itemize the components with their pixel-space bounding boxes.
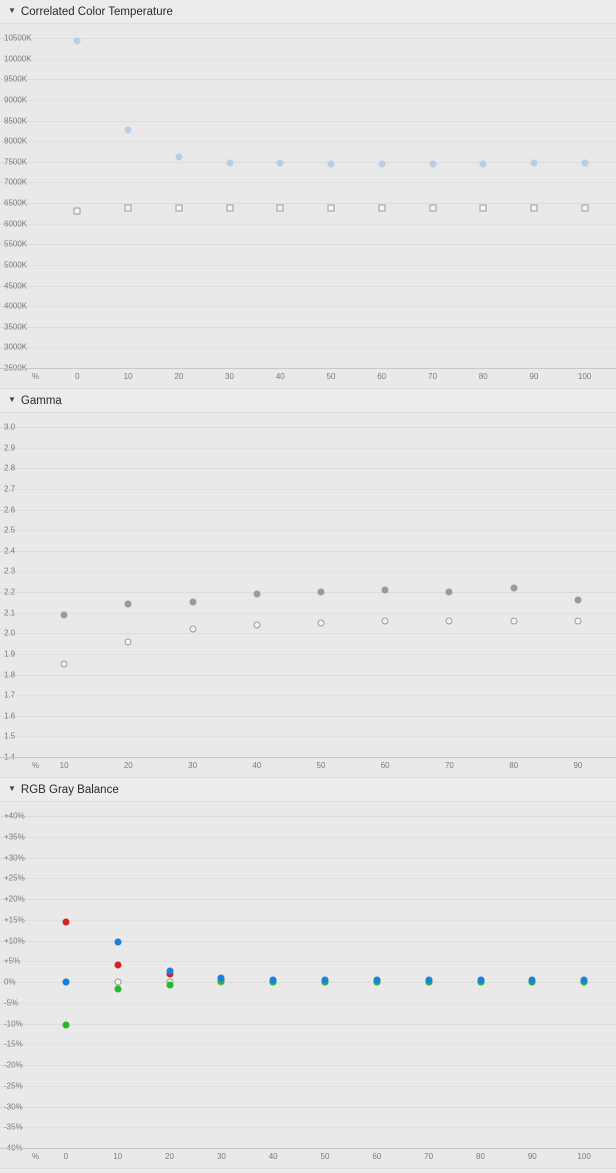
x-axis-tick-label: 90 [527, 1152, 537, 1161]
bottom-filler [0, 1169, 616, 1173]
chart-rgb-gray-balance [0, 801, 616, 1169]
data-point [270, 976, 277, 983]
data-point [125, 127, 132, 134]
x-axis-tick-label: 40 [252, 761, 262, 770]
data-point [166, 968, 173, 975]
data-point [574, 617, 581, 624]
y-axis-tick-label: 8000K [4, 136, 28, 146]
x-axis-tick-label: 20 [174, 372, 184, 381]
data-point [378, 205, 385, 212]
x-axis-tick-label: 30 [225, 372, 234, 381]
y-axis-tick-label: +35% [4, 832, 25, 842]
data-point [530, 160, 537, 167]
gridline [0, 182, 616, 183]
panel-title-cct: Correlated Color Temperature [20, 6, 173, 18]
gridline [0, 816, 616, 817]
data-point [429, 160, 436, 167]
data-point [328, 205, 335, 212]
panel-rgb-gray-balance [0, 778, 616, 1169]
gridline [0, 448, 616, 449]
data-point [226, 160, 233, 167]
y-axis-tick-label: 2.4 [4, 546, 16, 556]
data-point [61, 611, 68, 618]
x-axis-tick-label: 0 [75, 372, 80, 381]
gridline [0, 1024, 616, 1025]
y-axis-tick-label: -40% [4, 1143, 23, 1153]
data-point [61, 661, 68, 668]
panel-header-rgb[interactable] [0, 778, 616, 801]
y-axis-tick-label: 3000K [4, 342, 28, 352]
gridline [0, 100, 616, 101]
gridline [0, 899, 616, 900]
x-axis-tick-label: 20 [165, 1152, 174, 1161]
panel-title-rgb: RGB Gray Balance [20, 784, 119, 796]
data-point [226, 205, 233, 212]
y-axis-tick-label: -25% [4, 1081, 23, 1091]
gridline [0, 203, 616, 204]
y-axis-tick-label: 9500K [4, 74, 28, 84]
data-point [125, 601, 132, 608]
y-axis-tick-label: +15% [4, 915, 25, 925]
x-axis-tick-label: 40 [268, 1152, 278, 1161]
x-axis-tick-label: 70 [444, 761, 454, 770]
y-axis-tick-label: 2.1 [4, 608, 16, 618]
gridline [0, 427, 616, 428]
data-point [581, 977, 588, 984]
x-axis-tick-label: 10 [113, 1152, 123, 1161]
gridline [0, 920, 616, 921]
x-axis-line [0, 368, 616, 369]
y-axis-tick-label: 5000K [4, 260, 28, 270]
gridline [0, 633, 616, 634]
data-point [425, 977, 432, 984]
gridline [0, 530, 616, 531]
data-point [253, 591, 260, 598]
x-axis-tick-label: 10 [59, 761, 69, 770]
data-point [382, 586, 389, 593]
x-axis-tick-label: 0 [63, 1152, 69, 1161]
data-point [429, 205, 436, 212]
y-axis-tick-label: -15% [4, 1039, 23, 1049]
y-axis-tick-label: 5500K [4, 239, 28, 249]
y-axis-tick-label: 10500K [4, 33, 32, 43]
data-point [480, 205, 487, 212]
gridline [0, 141, 616, 142]
y-axis-tick-label: 6000K [4, 219, 28, 229]
chart-gamma [0, 412, 616, 778]
data-point [510, 617, 517, 624]
y-axis-tick-label: +40% [4, 811, 25, 821]
gridline [0, 1044, 616, 1045]
data-point [175, 153, 182, 160]
x-axis-tick-label: 40 [275, 372, 285, 381]
y-axis-tick-label: 4000K [4, 301, 28, 311]
panel-header-gamma[interactable] [0, 389, 616, 412]
gridline [0, 265, 616, 266]
data-point [74, 208, 81, 215]
data-point [574, 597, 581, 604]
y-axis-tick-label: +10% [4, 936, 25, 945]
data-point [318, 619, 325, 626]
y-axis-tick-label: 10000K [4, 54, 32, 64]
gridline [0, 613, 616, 614]
y-axis-tick-label: -5% [4, 998, 19, 1008]
x-axis-tick-label: 90 [529, 372, 539, 381]
y-axis-tick-label: 2.5 [4, 525, 16, 535]
data-point [114, 961, 121, 968]
data-point [373, 977, 380, 984]
data-point [581, 160, 588, 167]
data-point [218, 975, 225, 982]
y-axis-tick-label: -20% [4, 1060, 23, 1070]
gridline [0, 1065, 616, 1066]
data-point [446, 617, 453, 624]
x-axis-tick-label: 80 [509, 761, 519, 770]
data-point [189, 599, 196, 606]
y-axis-tick-label: +30% [4, 853, 25, 862]
gridline [0, 162, 616, 163]
y-axis-tick-label: +25% [4, 873, 25, 883]
chart-cct [0, 23, 616, 389]
data-point [382, 617, 389, 624]
data-point [318, 589, 325, 596]
x-axis-tick-label: 90 [573, 761, 583, 770]
gridline [0, 736, 616, 737]
y-axis-tick-label: 7500K [4, 157, 28, 167]
gridline [0, 695, 616, 696]
y-axis-tick-label: 3500K [4, 322, 28, 332]
data-point [446, 589, 453, 596]
x-axis-tick-label: 100 [577, 1152, 591, 1161]
gridline [0, 59, 616, 60]
y-axis-tick-label: 1.9 [4, 649, 16, 659]
x-axis-unit-label: % [32, 761, 40, 770]
gridline [0, 716, 616, 717]
y-axis-tick-label: +5% [4, 956, 21, 966]
gridline [0, 1107, 616, 1108]
x-axis-tick-label: 50 [320, 1152, 330, 1161]
y-axis-tick-label: 2.7 [4, 484, 16, 494]
x-axis-line [0, 1148, 616, 1149]
y-axis-tick-label: 2.6 [4, 505, 16, 514]
y-axis-tick-label: 2500K [4, 363, 28, 373]
data-point [125, 638, 132, 645]
gridline [0, 489, 616, 490]
panel-gamma [0, 389, 616, 778]
y-axis-tick-label: -10% [4, 1019, 23, 1028]
data-point [477, 977, 484, 984]
x-axis-tick-label: 60 [377, 372, 387, 381]
x-axis-tick-label: 20 [123, 761, 133, 770]
x-axis-tick-label: 60 [380, 761, 390, 770]
data-point [253, 622, 260, 629]
x-axis-tick-label: 50 [316, 761, 326, 770]
data-point [581, 205, 588, 212]
gridline [0, 592, 616, 593]
y-axis-tick-label: 4500K [4, 281, 28, 290]
y-axis-tick-label: 1.4 [4, 752, 16, 762]
x-axis-tick-label: 100 [577, 372, 592, 381]
triangle-down-icon[interactable]: ▼ [8, 395, 16, 404]
data-point [74, 37, 81, 44]
y-axis-tick-label: 1.6 [4, 711, 16, 721]
y-axis-tick-label: -30% [4, 1102, 23, 1111]
y-axis-tick-label: 3.0 [4, 422, 16, 432]
gridline [0, 327, 616, 328]
gridline [0, 244, 616, 245]
data-point [510, 584, 517, 591]
y-axis-tick-label: 9000K [4, 95, 28, 105]
y-axis-tick-label: 2.8 [4, 463, 16, 473]
y-axis-tick-label: +20% [4, 894, 25, 904]
chart-gamma-plot [0, 413, 616, 777]
y-axis-tick-label: -35% [4, 1122, 23, 1132]
chart-rgb-plot [0, 802, 616, 1168]
data-point [322, 977, 329, 984]
data-point [62, 1022, 69, 1029]
x-axis-tick-label: 30 [188, 761, 198, 770]
y-axis-tick-label: 6500K [4, 198, 28, 208]
gridline [0, 347, 616, 348]
data-point [125, 205, 132, 212]
x-axis-tick-label: 70 [424, 1152, 434, 1161]
gridline [0, 306, 616, 307]
gridline [0, 1086, 616, 1087]
x-axis-tick-label: 30 [216, 1152, 226, 1161]
data-point [114, 938, 121, 945]
chart-cct-plot [0, 24, 616, 388]
panel-title-gamma: Gamma [20, 395, 62, 407]
gridline [0, 224, 616, 225]
y-axis-tick-label: 7000K [4, 177, 28, 187]
gridline [0, 654, 616, 655]
x-axis-tick-label: 10 [123, 372, 133, 381]
triangle-down-icon[interactable]: ▼ [8, 784, 16, 793]
gridline [0, 79, 616, 80]
data-point [189, 626, 196, 633]
data-point [480, 160, 487, 167]
x-axis-tick-label: 50 [326, 372, 336, 381]
x-axis-unit-label: % [32, 372, 40, 381]
x-axis-tick-label: 80 [478, 372, 488, 381]
gridline [0, 38, 616, 39]
gridline [0, 837, 616, 838]
y-axis-tick-label: 1.8 [4, 670, 16, 679]
data-point [277, 160, 284, 167]
y-axis-tick-label: 8500K [4, 116, 28, 125]
x-axis-tick-label: 80 [476, 1152, 485, 1161]
gridline [0, 1127, 616, 1128]
gridline [0, 878, 616, 879]
gridline [0, 982, 616, 983]
panel-header-cct[interactable] [0, 0, 616, 23]
gridline [0, 551, 616, 552]
data-point [114, 985, 121, 992]
gridline [0, 1003, 616, 1004]
y-axis-tick-label: 2.2 [4, 587, 16, 597]
gridline [0, 961, 616, 962]
gridline [0, 571, 616, 572]
gridline [0, 286, 616, 287]
y-axis-tick-label: 2.0 [4, 628, 16, 638]
data-point [378, 160, 385, 167]
gridline [0, 510, 616, 511]
x-axis-line [0, 757, 616, 758]
triangle-down-icon[interactable]: ▼ [8, 6, 16, 15]
gridline [0, 121, 616, 122]
x-axis-unit-label: % [32, 1152, 40, 1161]
y-axis-tick-label: 2.9 [4, 443, 16, 453]
data-point [529, 977, 536, 984]
x-axis-tick-label: 60 [372, 1152, 382, 1161]
data-point [62, 918, 69, 925]
y-axis-tick-label: 1.7 [4, 690, 16, 700]
panel-correlated-color-temperature [0, 0, 616, 389]
y-axis-tick-label: 2.3 [4, 566, 16, 576]
gridline [0, 858, 616, 859]
y-axis-tick-label: 1.5 [4, 731, 16, 741]
x-axis-tick-label: 70 [428, 372, 437, 381]
y-axis-tick-label: 0% [4, 977, 16, 987]
data-point [175, 205, 182, 212]
gridline [0, 468, 616, 469]
data-point [328, 160, 335, 167]
data-point [166, 981, 173, 988]
gridline [0, 941, 616, 942]
data-point [530, 205, 537, 212]
data-point [277, 205, 284, 212]
data-point [62, 979, 69, 986]
gridline [0, 675, 616, 676]
